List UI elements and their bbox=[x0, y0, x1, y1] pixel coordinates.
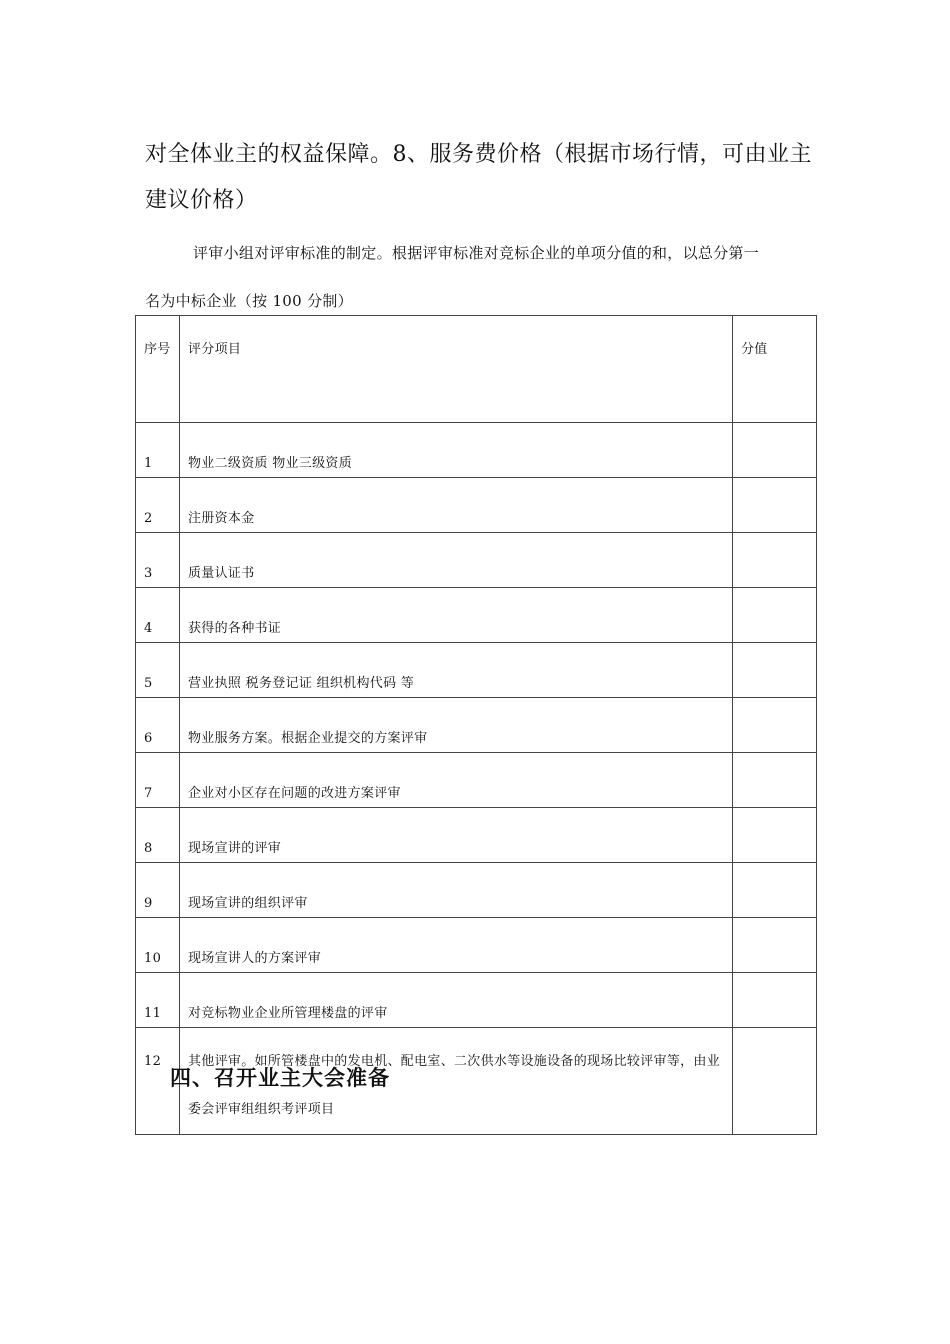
row-item: 企业对小区存在问题的改进方案评审 bbox=[180, 753, 733, 808]
row-item: 获得的各种书证 bbox=[180, 588, 733, 643]
row-item: 现场宣讲人的方案评审 bbox=[180, 918, 733, 973]
table-row bbox=[136, 423, 817, 478]
row-item: 现场宣讲的评审 bbox=[180, 808, 733, 863]
paragraph-winning-rule: 名为中标企业（按 100 分制） bbox=[145, 292, 353, 310]
row-score bbox=[733, 918, 817, 973]
table-header-row bbox=[136, 316, 817, 423]
table-row bbox=[136, 698, 817, 753]
row-score bbox=[733, 753, 817, 808]
table-row bbox=[136, 918, 817, 973]
row-number: 2 bbox=[136, 478, 180, 533]
table-row bbox=[136, 588, 817, 643]
table-row bbox=[136, 643, 817, 698]
row-score bbox=[733, 973, 817, 1028]
header-score: 分值 bbox=[733, 316, 817, 423]
row-number: 5 bbox=[136, 643, 180, 698]
row-number: 4 bbox=[136, 588, 180, 643]
paragraph-owner-rights: 对全体业主的权益保障。8、服务费价格（根据市场行情，可由业主建议价格） bbox=[145, 142, 812, 213]
row-score bbox=[733, 533, 817, 588]
row-item: 物业二级资质 物业三级资质 bbox=[180, 423, 733, 478]
table-row bbox=[136, 863, 817, 918]
row-number: 11 bbox=[136, 973, 180, 1028]
row-score bbox=[733, 643, 817, 698]
row-item: 注册资本金 bbox=[180, 478, 733, 533]
row-number: 12 bbox=[136, 1028, 180, 1135]
row-number: 10 bbox=[136, 918, 180, 973]
row-score bbox=[733, 808, 817, 863]
row-item: 质量认证书 bbox=[180, 533, 733, 588]
table-row bbox=[136, 973, 817, 1028]
row-score bbox=[733, 698, 817, 753]
table-row bbox=[136, 753, 817, 808]
table-row bbox=[136, 808, 817, 863]
row-item: 物业服务方案。根据企业提交的方案评审 bbox=[180, 698, 733, 753]
row-number: 7 bbox=[136, 753, 180, 808]
row-number: 6 bbox=[136, 698, 180, 753]
table-row bbox=[136, 533, 817, 588]
scoring-table bbox=[135, 315, 817, 1135]
row-number: 1 bbox=[136, 423, 180, 478]
row-item: 对竞标物业企业所管理楼盘的评审 bbox=[180, 973, 733, 1028]
section-heading-owners-meeting: 四、召开业主大会准备 bbox=[170, 1066, 390, 1090]
row-item: 现场宣讲的组织评审 bbox=[180, 863, 733, 918]
row-score bbox=[733, 478, 817, 533]
row-item: 营业执照 税务登记证 组织机构代码 等 bbox=[180, 643, 733, 698]
row-score bbox=[733, 1028, 817, 1135]
row-number: 8 bbox=[136, 808, 180, 863]
row-score bbox=[733, 423, 817, 478]
row-score bbox=[733, 588, 817, 643]
header-scoring-item: 评分项目 bbox=[180, 316, 733, 423]
paragraph-evaluation-standard: 评审小组对评审标准的制定。根据评审标准对竞标企业的单项分值的和，以总分第一 bbox=[193, 244, 760, 262]
header-serial-number: 序号 bbox=[136, 316, 180, 423]
row-item: 其他评审。如所管楼盘中的发电机、配电室、二次供水等设施设备的现场比较评审等，由业委会评审组组织考评项目 bbox=[180, 1028, 733, 1135]
row-number: 3 bbox=[136, 533, 180, 588]
row-score bbox=[733, 863, 817, 918]
table-row bbox=[136, 478, 817, 533]
row-number: 9 bbox=[136, 863, 180, 918]
